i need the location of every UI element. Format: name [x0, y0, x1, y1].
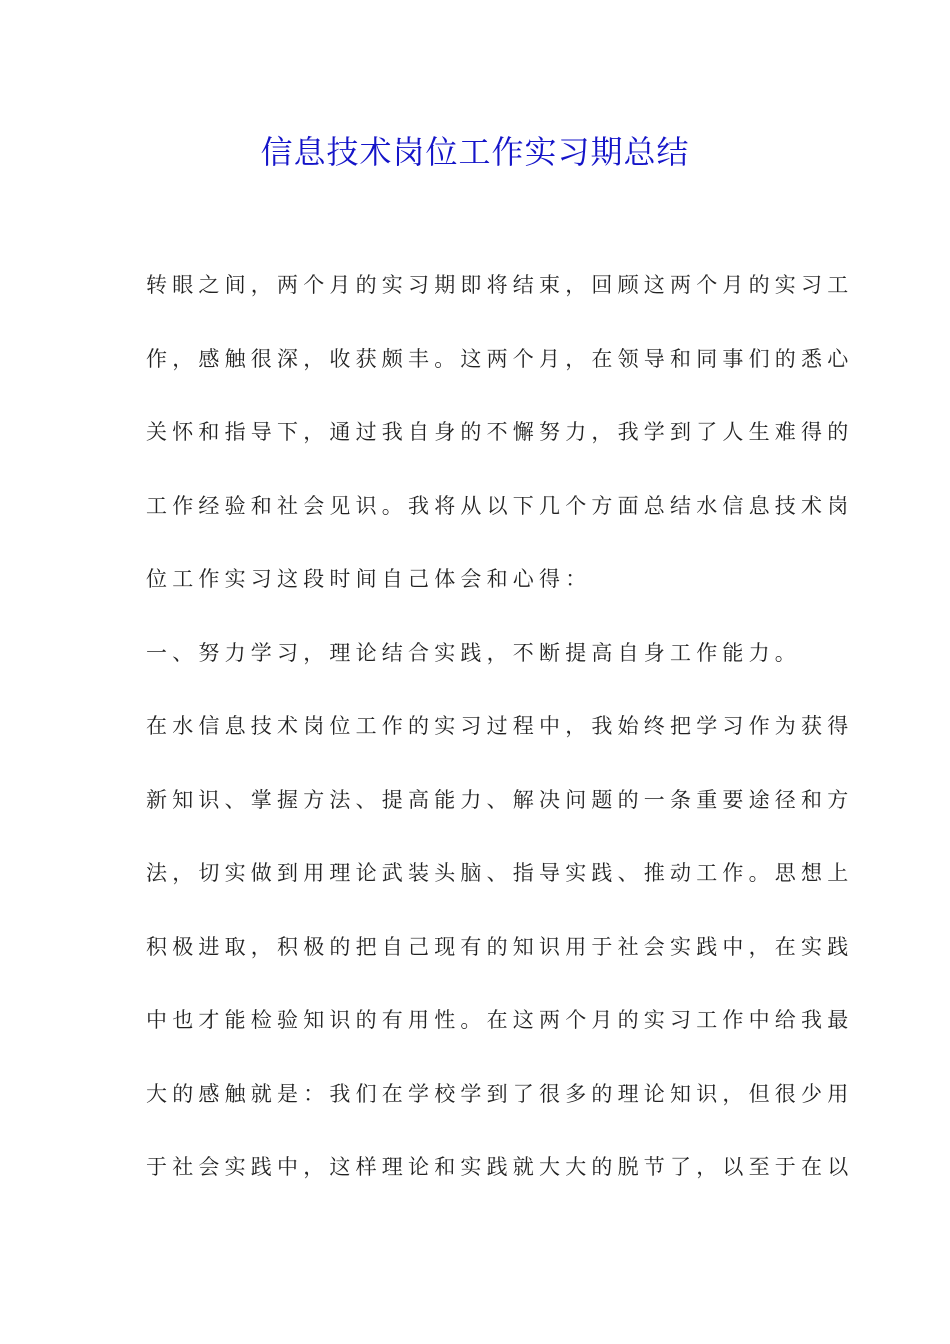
paragraph-line: 转眼之间，两个月的实习期即将结束，回顾这两个月的实习工	[146, 273, 854, 297]
paragraph-line: 于社会实践中，这样理论和实践就大大的脱节了，以至于在以	[146, 1155, 854, 1179]
paragraph-line: 中也才能检验知识的有用性。在这两个月的实习工作中给我最	[146, 1008, 854, 1032]
paragraph-line: 新知识、掌握方法、提高能力、解决问题的一条重要途径和方	[146, 787, 854, 812]
paragraph-line: 积极进取，积极的把自己现有的知识用于社会实践中，在实践	[146, 934, 854, 959]
paragraph-line: 位工作实习这段时间自己体会和心得：	[146, 567, 592, 591]
paragraph-line: 工作经验和社会见识。我将从以下几个方面总结水信息技术岗	[146, 493, 854, 518]
document-body	[146, 263, 854, 1219]
paragraph-line: 大的感触就是：我们在学校学到了很多的理论知识，但很少用	[146, 1081, 854, 1106]
document-title: 信息技术岗位工作实习期总结	[260, 133, 690, 171]
paragraph-line: 在水信息技术岗位工作的实习过程中，我始终把学习作为获得	[146, 714, 854, 738]
paragraph-line: 法，切实做到用理论武装头脑、指导实践、推动工作。思想上	[146, 861, 854, 885]
section-heading: 一、努力学习，理论结合实践，不断提高自身工作能力。	[146, 640, 801, 665]
paragraph-line: 作，感触很深，收获颇丰。这两个月，在领导和同事们的悉心	[146, 346, 854, 371]
paragraph-line: 关怀和指导下，通过我自身的不懈努力，我学到了人生难得的	[146, 420, 854, 444]
